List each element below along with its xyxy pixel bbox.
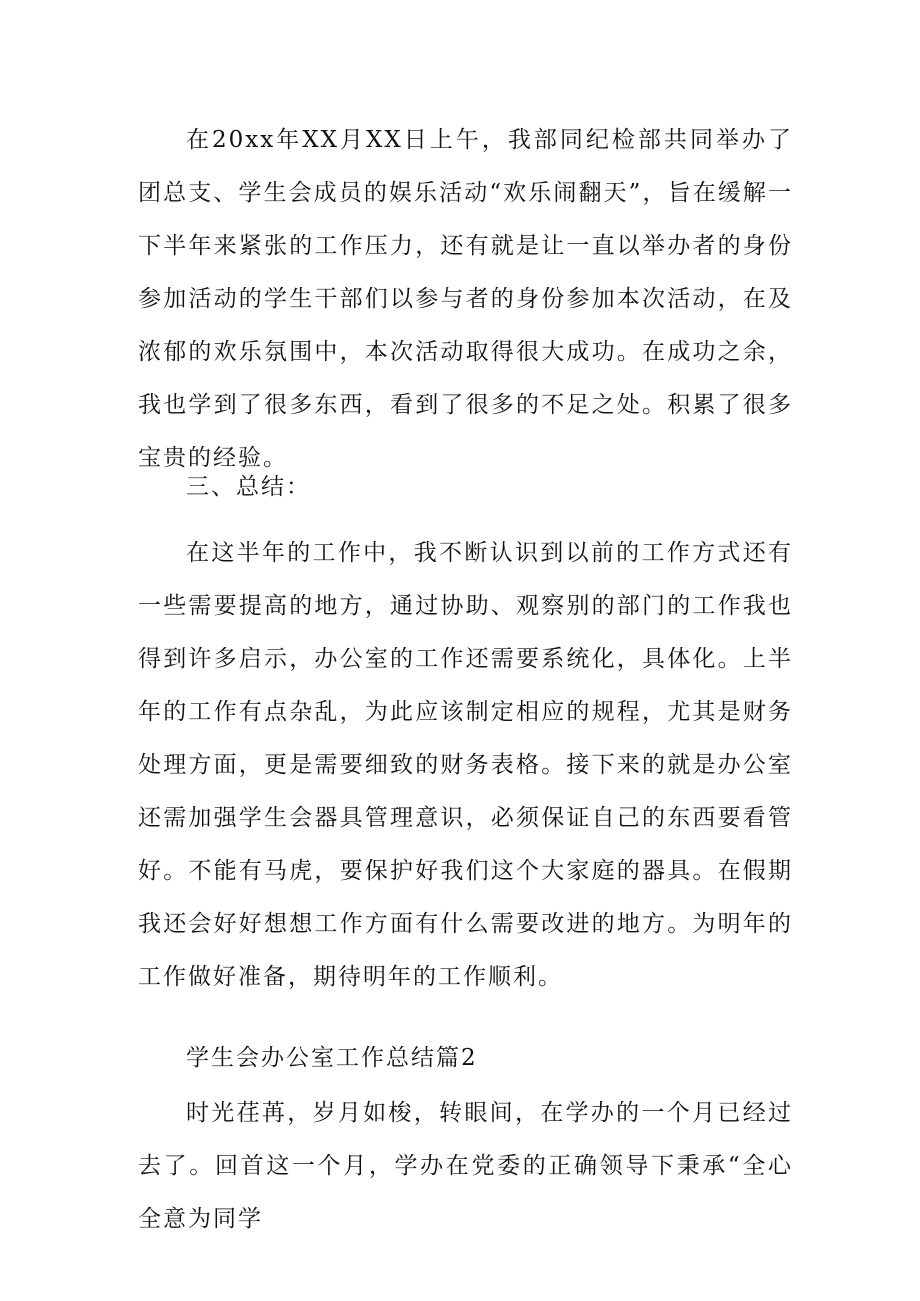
paragraph-text: 在20xx年XX月XX日上午，我部同纪检部共同举办了团总支、学生会成员的娱乐活动“欢乐闹翻天”，旨在缓解一下半年来紧张的工作压力，还有就是让一直以举办者的身份参加活动的学生干部们以参与者的身份参加本次活动，在及浓郁的欢乐氛围中，本次活动取得很大成功。在成功之余，我也学到了很多东西，看到了很多的不足之处。积累了很多宝贵的经验。	[138, 127, 793, 471]
paragraph-part-2-intro	[138, 1087, 793, 1246]
article-heading-part-2	[138, 1032, 793, 1085]
paragraph-text: 时光荏苒，岁月如梭，转眼间，在学办的一个月已经过去了。回首这一个月，学办在党委的正确领导下秉承“全心全意为同学	[138, 1100, 793, 1232]
heading-text: 三、总结：	[186, 474, 311, 500]
paragraph-summary	[138, 527, 793, 1004]
paragraph-event-review	[138, 114, 793, 485]
heading-text: 学生会办公室工作总结篇2	[186, 1045, 478, 1071]
paragraph-text: 在这半年的工作中，我不断认识到以前的工作方式还有一些需要提高的地方，通过协助、观察别的部门的工作我也得到许多启示，办公室的工作还需要系统化，具体化。上半年的工作有点杂乱，为此应该制定相应的规程，尤其是财务处理方面，更是需要细致的财务表格。接下来的就是办公室还需加强学生会器具管理意识，必须保证自己的东西要看管好。不能有马虎，要保护好我们这个大家庭的器具。在假期我还会好好想想工作方面有什么需要改进的地方。为明年的工作做好准备，期待明年的工作顺利。	[138, 540, 793, 990]
section-heading-summary	[138, 461, 793, 514]
